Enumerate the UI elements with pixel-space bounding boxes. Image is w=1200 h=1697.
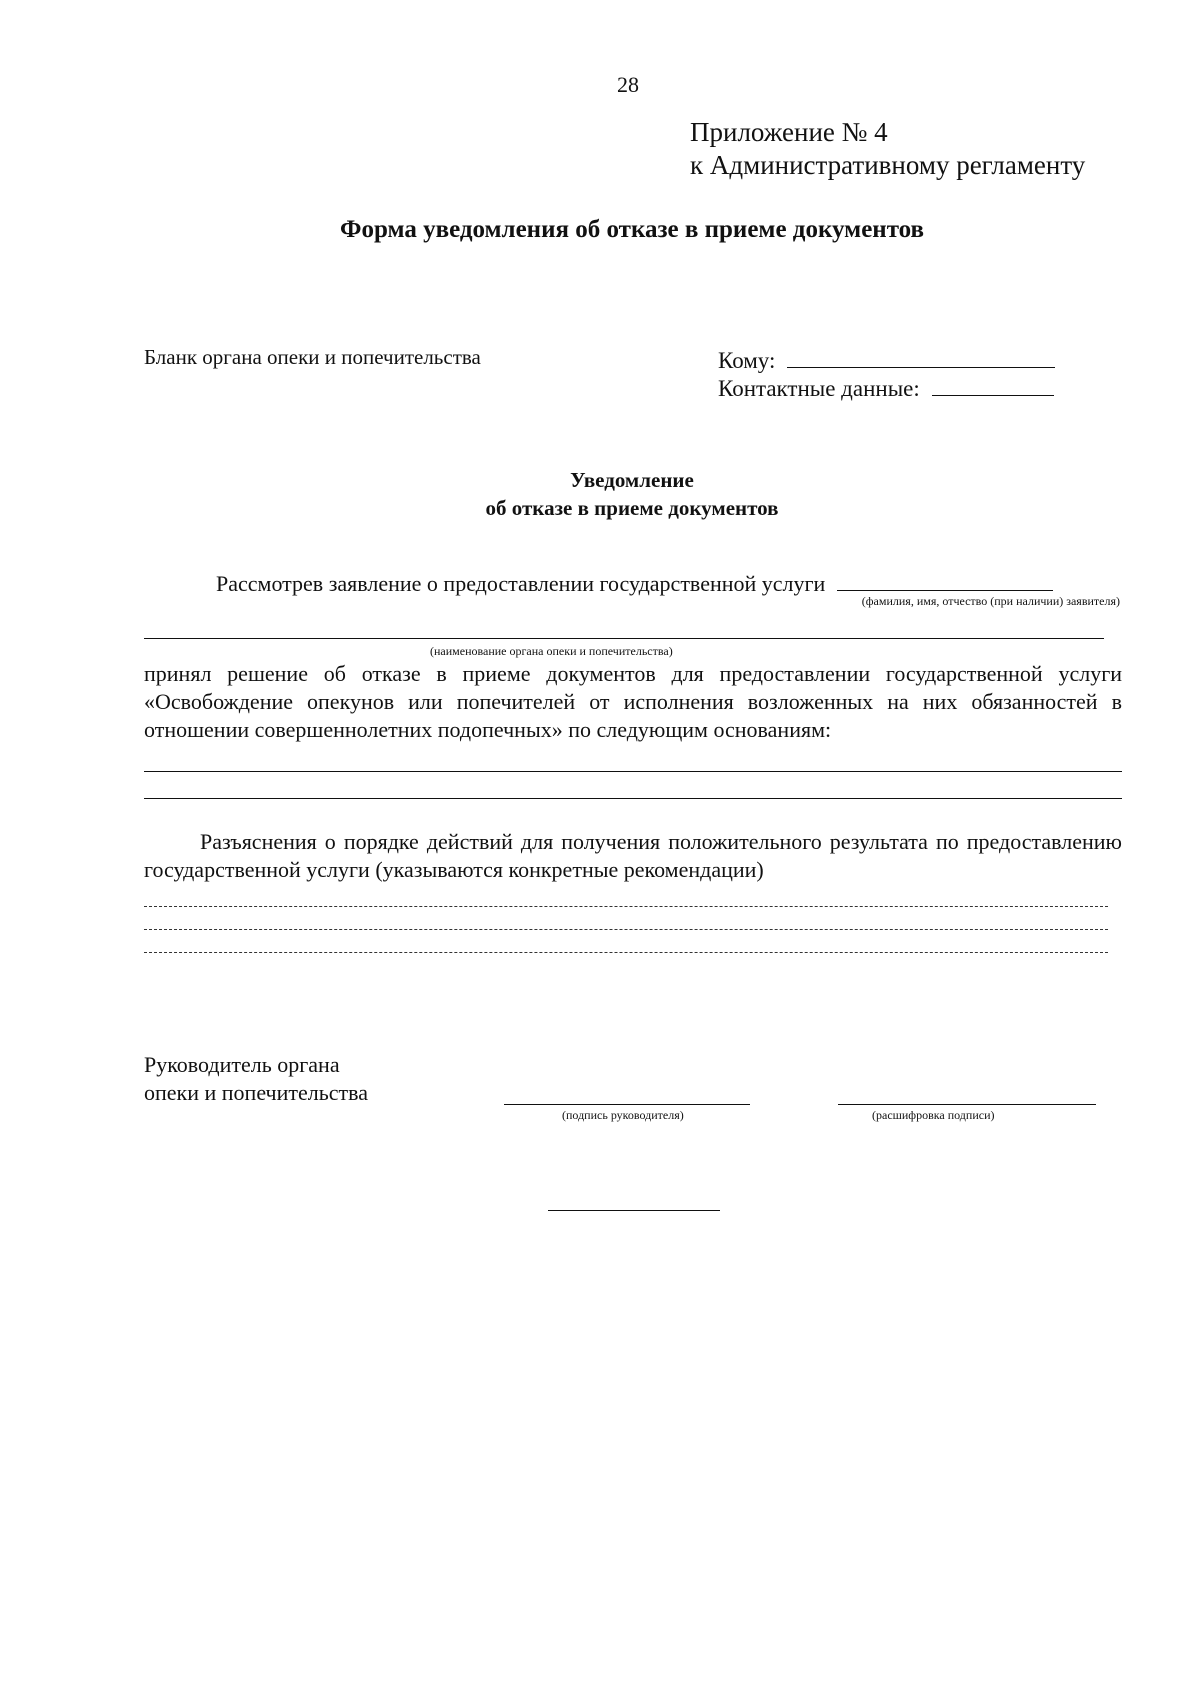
caption-signature: (подпись руководителя) [562, 1108, 684, 1122]
notice-title-line2: об отказе в приеме документов [485, 496, 779, 520]
explanations-paragraph: Разъяснения о порядке действий для получения положительного результата по предоставлению государственной услуги (указываются конкретные рекомендации) [144, 829, 1122, 882]
recipient-to [718, 345, 1055, 374]
annex-reference: к Административному регламенту [690, 150, 1086, 180]
head-label-line1: Руководитель органа [144, 1052, 340, 1077]
recommendations-line-2[interactable] [144, 929, 1108, 930]
signature-field[interactable] [504, 1104, 750, 1105]
form-title: Форма уведомления об отказе в приеме документов [339, 216, 925, 243]
recommendations-line-3[interactable] [144, 952, 1108, 953]
recipient-to-label: Кому: [718, 348, 776, 373]
decision-paragraph: принял решение об отказе в приеме документов для предоставлении государственной услуги «Освобождение опекунов или попечителей от исполнения возложенных на них обязанностей в отношении совершеннолетних подопечных» по следующим основаниям: [144, 661, 1122, 742]
notice-title [0, 466, 1200, 522]
applicant-name-field[interactable] [837, 568, 1053, 591]
recipient-contacts-field[interactable] [932, 373, 1054, 396]
recommendations-line-1[interactable] [144, 906, 1108, 907]
recipient-contacts [718, 373, 1054, 402]
grounds-line-2[interactable] [144, 798, 1122, 799]
head-label-line2: опеки и попечительства [144, 1080, 369, 1105]
grounds-line-1[interactable] [144, 771, 1122, 772]
page-number: 28 [617, 72, 639, 97]
closing-rule [548, 1210, 720, 1211]
recipient-to-field[interactable] [787, 345, 1055, 368]
recipient-contacts-label: Контактные данные: [718, 376, 920, 401]
caption-applicant: (фамилия, имя, отчество (при наличии) заявителя) [861, 594, 1120, 608]
signature-decoding-field[interactable] [838, 1104, 1096, 1105]
organ-name-field[interactable] [144, 638, 1104, 639]
notice-title-line1: Уведомление [570, 468, 694, 492]
blank-label: Бланк органа опеки и попечительства [144, 345, 481, 369]
caption-decoding: (расшифровка подписи) [872, 1108, 995, 1122]
annex-header [690, 116, 1085, 182]
considered-text: Рассмотрев заявление о предоставлении государственной услуги [216, 571, 826, 596]
caption-organ: (наименование органа опеки и попечительства) [430, 644, 673, 658]
annex-number: Приложение № 4 [690, 117, 888, 147]
head-of-organ-label [144, 1051, 368, 1107]
